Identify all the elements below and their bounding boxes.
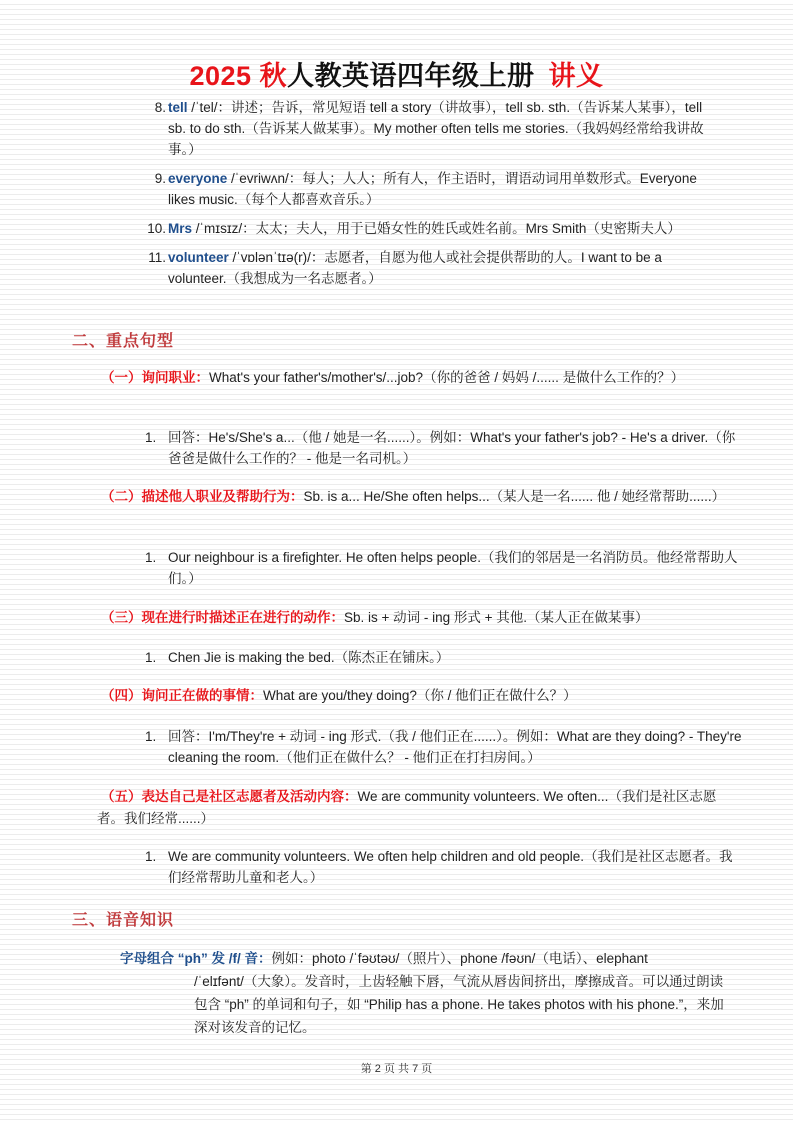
pattern-label: （三）现在进行时描述正在进行的动作： xyxy=(101,610,344,625)
title-main: 人教英语四年级上册 xyxy=(287,61,535,91)
vocab-item xyxy=(140,97,720,160)
item-number: 1. xyxy=(145,650,157,665)
vocab-word: volunteer xyxy=(168,250,229,265)
item-number: 1. xyxy=(145,430,157,445)
vocab-item xyxy=(140,168,720,210)
sentence-pattern-3 xyxy=(97,607,727,629)
pattern-text: Sb. is + 动词 - ing 形式 + 其他.（某人正在做某事） xyxy=(344,610,649,625)
item-number: 9. xyxy=(154,171,166,186)
phonics-label: 字母组合 “ph” 发 /f/ 音： xyxy=(120,951,272,966)
pattern-label: （一）询问职业： xyxy=(101,370,209,385)
vocab-definition: /ˈtel/：讲述；告诉，常见短语 tell a story（讲故事），tell sb. sth.（告诉某人某事），tell sb. to do sth.（告诉某人做某事）。My mother often tells me stories.（我妈妈经常给我讲故事。） xyxy=(168,100,704,157)
vocab-definition: /ˈevriwʌn/：每人；人人；所有人，作主语时，谓语动词用单数形式。Everyone likes music.（每个人都喜欢音乐。） xyxy=(168,171,697,207)
item-number: 11. xyxy=(148,250,166,265)
vocab-word: everyone xyxy=(168,171,228,186)
vocab-item xyxy=(140,218,720,239)
example-item xyxy=(145,846,743,888)
pattern-label: （五）表达自己是社区志愿者及活动内容： xyxy=(101,789,358,804)
vocab-word: Mrs xyxy=(168,221,193,236)
phonics-explanation: /ˈelɪfənt/（大象）。发音时，上齿轻触下唇，气流从唇齿间挤出，摩擦成音。可以通过朗读包含 “ph” 的单词和句子，如 “Philip has a phone. He takes photos with his phone.”，来加深对该发音的记忆。 xyxy=(194,974,724,1035)
item-number: 10. xyxy=(147,221,166,236)
example-text: Our neighbour is a firefighter. He often helps people.（我们的邻居是一名消防员。他经常帮助人们。） xyxy=(168,550,738,586)
example-text: 回答：I'm/They're + 动词 - ing 形式.（我 / 他们正在......）。例如：What are they doing? - They're cleaning the room.（他们正在做什么？ - 他们正在打扫房间。） xyxy=(168,729,742,765)
sentence-pattern-2 xyxy=(97,486,727,508)
example-item xyxy=(145,647,743,668)
example-item xyxy=(145,726,743,768)
pattern-text: What are you/they doing?（你 / 他们正在做什么？） xyxy=(263,688,577,703)
example-item xyxy=(145,547,743,589)
sentence-pattern-1 xyxy=(97,367,727,389)
title-year: 2025 秋 xyxy=(189,61,288,91)
pattern-text: Sb. is a... He/She often helps...（某人是一名...... 他 / 她经常帮助......） xyxy=(303,489,726,504)
vocab-definition: /ˈvɒlənˈtɪə(r)/：志愿者，自愿为他人或社会提供帮助的人。I want to be a volunteer.（我想成为一名志愿者。） xyxy=(168,250,662,286)
phonics-note xyxy=(120,947,725,1039)
vocab-list xyxy=(140,97,720,297)
pattern-text: We are community volunteers. We often...（我们是社区志愿者。我们经常......） xyxy=(97,789,717,826)
item-number: 1. xyxy=(145,849,157,864)
item-number: 1. xyxy=(145,729,157,744)
vocab-word: tell xyxy=(168,100,188,115)
example-text: We are community volunteers. We often help children and old people.（我们是社区志愿者。我们经常帮助儿童和老人。） xyxy=(168,849,733,885)
sentence-pattern-4 xyxy=(97,685,727,707)
pattern-label: （二）描述他人职业及帮助行为： xyxy=(101,489,304,504)
item-number: 8. xyxy=(154,100,166,115)
vocab-definition: /ˈmɪsɪz/：太太；夫人，用于已婚女性的姓氏或姓名前。Mrs Smith（史密斯夫人） xyxy=(192,221,681,236)
example-text: Chen Jie is making the bed.（陈杰正在铺床。） xyxy=(168,650,450,665)
pattern-text: What's your father's/mother's/...job?（你的爸爸 / 妈妈 /...... 是做什么工作的？） xyxy=(209,370,685,385)
vocab-item xyxy=(140,247,720,289)
pattern-label: （四）询问正在做的事情： xyxy=(101,688,263,703)
page-number: 第 2 页 共 7 页 xyxy=(360,1063,433,1075)
document-title xyxy=(0,54,793,93)
title-suffix: 讲义 xyxy=(548,61,604,91)
sentence-pattern-5 xyxy=(97,786,727,830)
example-text: 回答：He's/She's a...（他 / 她是一名......）。例如：What's your father's job? - He's a driver.（你爸爸是做什么工作的？ - 他是一名司机。） xyxy=(168,430,736,466)
example-item xyxy=(145,427,743,469)
section-heading-phonics: 三、语音知识 xyxy=(72,912,175,929)
phonics-examples: 例如：photo /ˈfəʊtəʊ/（照片）、phone /fəʊn/（电话）、elephant xyxy=(271,951,648,966)
item-number: 1. xyxy=(145,550,157,565)
section-heading-sentences: 二、重点句型 xyxy=(72,333,175,350)
